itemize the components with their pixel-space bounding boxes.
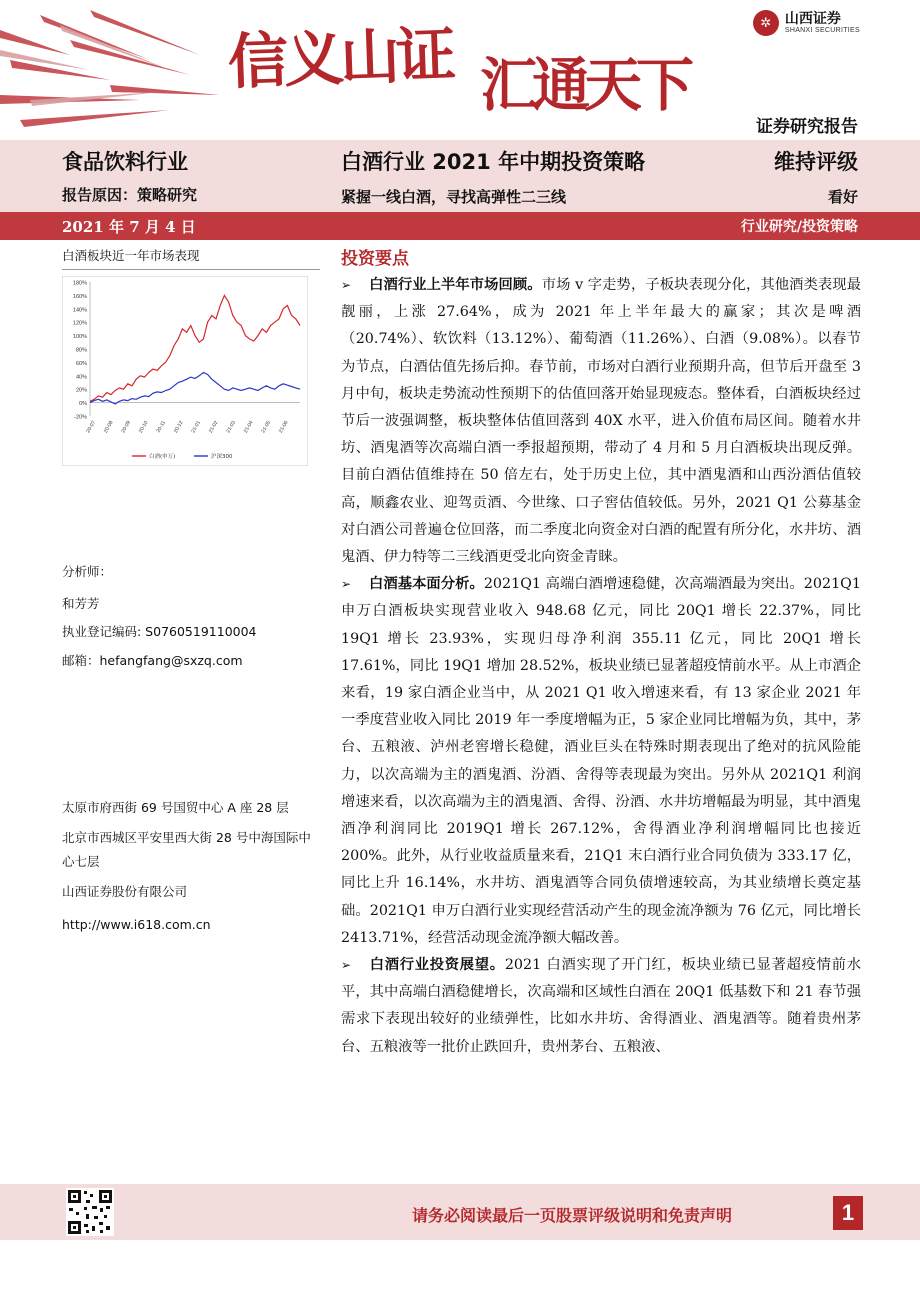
slogan-b: 汇通天下 bbox=[480, 51, 689, 119]
outlook: 看好 bbox=[827, 188, 858, 206]
x-tick-label: 21-04 bbox=[242, 420, 255, 435]
paragraph-text: 2021Q1 高端白酒增速稳健，次高端酒最为突出。2021Q1 申万白酒板块实现营业收入 948.68 亿元，同比 20Q1 增长 22.37%，同比 19Q1 增长 23.93%，实现归母净利润 355.11 亿元，同比 20Q1 增长 17.61%，同比 19Q1 增加 28.52%，板块业绩已显著超疫情前水平。从上市酒企来看，19 家白酒企业当中，从 2021 Q1 收入增速来看，有 13 家企业 2021 年一季度营业收入同比 2019 年一季度增幅为正，5 家企业同比增幅为负，其中，茅台、五粮液、泸州老窖增长稳健，酒业巨头在特殊时期表现出了绝对的抗风险能力，以次高端为主的酒鬼酒、汾酒、舍得等表现最为突出。另外从 2021Q1 利润增速来看，以次高端为主的酒鬼酒、舍得、汾酒、水井坊增幅最为明显，其中酒鬼酒净利润同比 2019Q1 增长 267.12%，舍得酒业净利润增幅同比也接近 200%。此外，从行业收益质量来看，21Q1 末白酒行业合同负债为 333.17 亿，同比上升 16.14%，水井坊、酒鬼酒等合同负债增速较高，为其业绩增长奠定基础。2021Q1 申万白酒行业实现经营活动产生的现金流净额为 76 亿元，同比增长 2413.71%，经营活动现金流净额大幅改善。 bbox=[341, 576, 862, 946]
x-tick-label: 20-11 bbox=[155, 420, 167, 434]
industry-label: 食品饮料行业 bbox=[62, 150, 188, 174]
paragraph-lead: 白酒行业投资展望。 bbox=[369, 957, 505, 974]
x-tick-label: 20-08 bbox=[102, 420, 115, 435]
company-logo bbox=[753, 6, 860, 40]
report-reason: 报告原因：策略研究 bbox=[62, 186, 198, 204]
logo-icon: ✲ bbox=[753, 10, 779, 36]
y-tick-label: 160% bbox=[72, 293, 87, 300]
y-tick-label: 140% bbox=[72, 307, 87, 314]
slogan-a: 信义山证 bbox=[226, 20, 454, 98]
chart-frame bbox=[62, 276, 308, 466]
y-tick-label: -20% bbox=[74, 414, 87, 421]
paragraph-lead: 白酒行业上半年市场回顾。 bbox=[369, 277, 542, 293]
legend-label: 白酒(申万) bbox=[149, 454, 176, 460]
paragraph-outlook bbox=[341, 952, 861, 1061]
x-tick-label: 20-09 bbox=[120, 420, 132, 435]
logo-name-cn: 山西证券 bbox=[784, 11, 841, 27]
paragraph-lead: 白酒基本面分析。 bbox=[369, 576, 484, 593]
y-tick-label: 60% bbox=[75, 360, 87, 367]
key-points bbox=[341, 272, 861, 1061]
y-tick-label: 100% bbox=[72, 334, 87, 341]
analyst-label: 分析师： bbox=[62, 564, 113, 579]
x-tick-label: 20-07 bbox=[85, 420, 97, 435]
report-date: 2021 年 7 月 4 日 bbox=[62, 218, 196, 236]
market-performance-chart bbox=[62, 276, 308, 466]
y-tick-label: 120% bbox=[72, 320, 87, 327]
y-tick-label: 0% bbox=[79, 401, 87, 408]
rating: 维持评级 bbox=[774, 150, 858, 174]
arrow-bullet-icon: ➢ bbox=[341, 577, 352, 592]
report-type: 证券研究报告 bbox=[756, 117, 858, 137]
x-tick-label: 21-06 bbox=[277, 420, 290, 435]
y-tick-label: 180% bbox=[72, 280, 87, 287]
y-tick-label: 40% bbox=[75, 374, 87, 381]
analyst-name: 和芳芳 bbox=[62, 596, 100, 611]
analyst-license: 执业登记编码: S0760519110004 bbox=[62, 624, 257, 639]
disclaimer: 请务必阅读最后一页股票评级说明和免责声明 bbox=[412, 1206, 733, 1225]
arrow-bullet-icon: ➢ bbox=[341, 278, 352, 292]
company-url[interactable]: http://www.i618.com.cn bbox=[62, 917, 211, 932]
company-name: 山西证券股份有限公司 bbox=[62, 884, 188, 899]
x-tick-label: 21-01 bbox=[190, 420, 202, 435]
x-tick-label: 20-12 bbox=[172, 420, 185, 435]
x-tick-label: 20-10 bbox=[137, 420, 150, 435]
paragraph-review bbox=[341, 272, 861, 571]
report-category: 行业研究/投资策略 bbox=[740, 219, 858, 235]
legend-label: 沪深300 bbox=[211, 454, 233, 460]
logo-name-en: SHANXI SECURITIES bbox=[784, 27, 860, 34]
section-title: 投资要点 bbox=[341, 249, 409, 269]
paragraph-fundamentals bbox=[341, 571, 861, 952]
report-subtitle: 紧握一线白酒，寻找高弹性二三线 bbox=[341, 188, 567, 206]
y-tick-label: 20% bbox=[75, 387, 87, 394]
chart-caption: 白酒板块近一年市场表现 bbox=[62, 246, 320, 270]
paragraph-text: 2021 白酒实现了开门红，板块业绩已显著超疫情前水平，其中高端白酒稳健增长，次高端和区域性白酒在 20Q1 低基数下和 21 春节强需求下表现出较好的业绩弹性，比如水井坊、舍得酒业、酒鬼酒等。随着贵州茅台、五粮液等一批价止跌回升，贵州茅台、五粮液、 bbox=[341, 957, 861, 1055]
y-tick-label: 80% bbox=[75, 347, 87, 354]
qr-code-icon[interactable] bbox=[66, 1188, 114, 1236]
x-tick-label: 21-03 bbox=[225, 420, 237, 435]
x-tick-label: 21-05 bbox=[260, 420, 272, 435]
address-2: 北京市西城区平安里西大街 28 号中海国际中心七层 bbox=[62, 830, 311, 869]
report-title: 白酒行业 2021 年中期投资策略 bbox=[341, 150, 646, 174]
x-tick-label: 21-02 bbox=[207, 420, 220, 435]
address-1: 太原市府西街 69 号国贸中心 A 座 28 层 bbox=[62, 800, 289, 815]
analyst-email[interactable]: 邮箱：hefangfang@sxzq.com bbox=[62, 653, 243, 668]
page-number: 1 bbox=[833, 1196, 863, 1230]
paragraph-text: 市场 v 字走势，子板块表现分化，其他酒类表现最靓丽，上涨 27.64%，成为 2021 年上半年最大的赢家；其次是啤酒（20.74%）、软饮料（13.12%）、葡萄酒（11.26%）、白酒（9.08%）。以春节为节点，白酒估值先扬后抑。春节前，市场对白酒行业预期升高，但节后开盘至 3 月中旬，板块走势流动性预期下的估值回落开始显现疲态。整体看，白酒板块经过节后一波强调整，板块整体估值回落到 40X 水平，进入价值布局区间。随着水井坊、酒鬼酒等次高端白酒一季报超预期，带动了 4 月和 5 月白酒板块出现反弹。目前白酒估值维持在 50 倍左右，处于历史上位，其中酒鬼酒和山西汾酒估值较高，顺鑫农业、迎驾贡酒、今世缘、口子窖估值较低。另外，2021 Q1 公募基金对白酒公司普遍仓位回落，而二季度北向资金对白酒的配置有所分化，水井坊、酒鬼酒、伊力特等二三线酒更受北向资金青睐。 bbox=[341, 277, 861, 566]
arrow-bullet-icon: ➢ bbox=[341, 958, 352, 973]
